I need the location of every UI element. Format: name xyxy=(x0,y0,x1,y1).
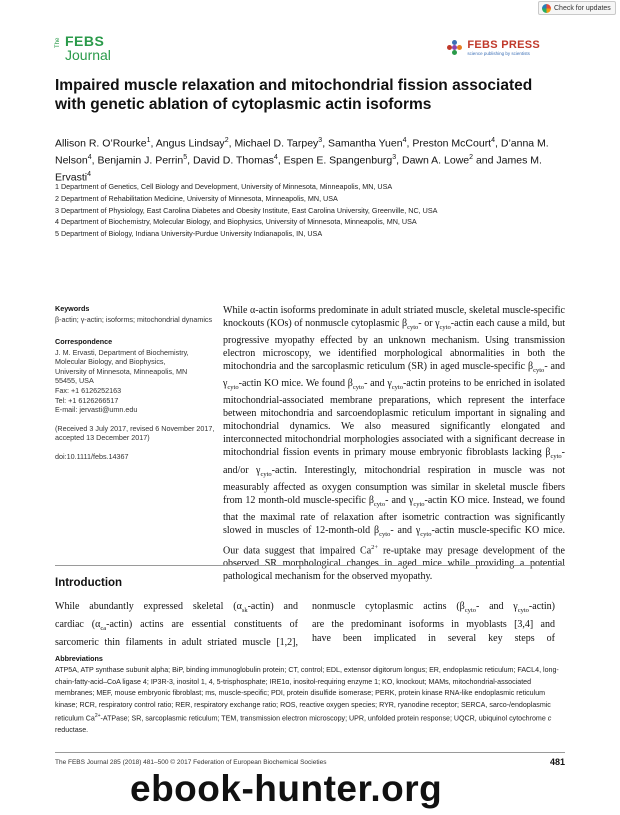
journal-logo-febs: FEBS xyxy=(65,33,105,49)
footer-divider xyxy=(55,752,565,753)
article-sidebar xyxy=(55,304,215,462)
author-name: Angus Lindsay xyxy=(155,137,225,150)
author-name: D’anna M. Nelson xyxy=(55,137,549,167)
affiliation-item: 5 Department of Biology, Indiana University-Purdue University Indianapolis, IN, USA xyxy=(55,229,323,239)
intro-line: are the predominant isoforms in myoblasts [3,4] and xyxy=(312,619,555,630)
article-title: Impaired muscle relaxation and mitochondrial fission associated with genetic ablation of cytoplasmic actin isoforms xyxy=(55,77,533,113)
correspondence-tel: Tel: +1 6126266517 xyxy=(55,395,119,405)
author-affiliation-number: 4 xyxy=(87,154,92,161)
febs-press-dots-icon xyxy=(447,40,463,56)
correspondence-line: J. M. Ervasti, Department of Biochemistry, xyxy=(55,347,189,357)
journal-logo-journal: Journal xyxy=(65,47,111,63)
section-divider xyxy=(55,565,565,566)
introduction-heading: Introduction xyxy=(55,577,123,589)
crossmark-icon xyxy=(542,4,551,13)
intro-left-column xyxy=(55,600,298,650)
intro-line: While abundantly expressed skeletal $(\alpha_{sk}-actin)$ and xyxy=(55,601,298,614)
correspondence-fax: Fax: +1 6126252163 xyxy=(55,385,122,395)
author-name: Espen E. Spangenburg xyxy=(283,154,393,167)
check-for-updates-label: Check for updates xyxy=(554,4,611,12)
abbreviations-heading: Abbreviations xyxy=(55,654,103,663)
author-list: Allison R. O’Rourke$^1$, Angus Lindsay$^2$, Michael D. Tarpey$^3$, Samantha Yuen$^4$, Preston McCourt$^4$, D’anna M. Nelson$^4$, Benjamin J. Perrin$^5$, David D. Thomas$^4$, Espen E. Spangenburg$^3$, Dawn A. Lowe$^2$ and James M. Ervasti$^4$ xyxy=(55,137,549,184)
author-affiliation-number: 2 xyxy=(469,154,474,161)
intro-right-column xyxy=(312,600,555,646)
author-name: Samantha Yuen xyxy=(328,137,403,150)
page-number: 481 xyxy=(549,757,565,767)
author-name: James M. Ervasti xyxy=(55,154,542,184)
correspondence-line: 55455, USA xyxy=(55,376,94,386)
author-affiliation-number: 4 xyxy=(87,171,91,178)
footer-citation: The FEBS Journal 285 (2018) 481–500 © 2017 Federation of European Biochemical Societies xyxy=(55,759,327,766)
affiliation-item: 2 Department of Rehabilitation Medicine, University of Minnesota, Minneapolis, MN, USA xyxy=(55,193,338,203)
author-affiliation-number: 2 xyxy=(224,137,229,144)
author-affiliation-number: 1 xyxy=(146,137,151,144)
author-affiliation-number: 4 xyxy=(273,154,278,161)
journal-logo xyxy=(55,34,125,64)
author-name: Dawn A. Lowe xyxy=(402,154,470,167)
intro-line: cardiac $(\alpha_{ca}-actin)$ actins are essential constituents of xyxy=(55,619,298,632)
author-name: Benjamin J. Perrin xyxy=(97,154,184,167)
correspondence-line: Molecular Biology, and Biophysics, xyxy=(55,357,166,367)
author-name: Michael D. Tarpey xyxy=(234,137,319,150)
author-name: David D. Thomas xyxy=(192,154,274,167)
affiliations xyxy=(55,181,565,240)
author-name: Allison R. O’Rourke xyxy=(55,137,147,150)
correspondence-line: University of Minnesota, Minneapolis, MN xyxy=(55,366,188,376)
abstract-text: While α-actin isoforms predominate in adult striated muscle, skeletal muscle-specific knockouts (KOs) of nonmuscle cytoplasmic $\beta_{cyto}-$ or $\gamma_{cyto}$-actin each cause a mild, but progressive myopathy effected by an unknown mechanism. Using transmission electron microscopy, we identified morphological abnormalities in both the mitochondria and the sarcoplasmic reticulum (SR) in aged muscle-specific $\beta_{cyto}-$ and $\gamma_{cyto}$-actin KO mice. We found $\beta_{cyto}-$ and $\gamma_{cyto}$-actin proteins to be enriched in isolated mitochondrial-associated membrane preparations, which represent the interface between mitochondria and sarcoendoplasmic reticulum important in signaling and mitochondrial dynamics. We also measured significantly elongated and interconnected mitochondrial morphologies associated with a significant decrease in mitochondrial fission events in primary mouse embryonic fibroblasts lacking $\beta_{cyto}-$ and/or $\gamma_{cyto}$-actin. Interestingly, mitochondrial respiration in muscle was not measurably affected as oxygen consumption was similar in skeletal muscle fibers from 12 month-old muscle-specific $\beta_{cyto}-$ and $\gamma_{cyto}$-actin KO mice. Instead, we found that the maximal rate of relaxation after isometric contraction was significantly slowed in muscles of 12-month-old $\beta_{cyto}-$ and $\gamma_{cyto}$-actin muscle-specific KO mice. Our data suggest that impaired $Ca^{2+}$ re-uptake may presage development of the observed SR morphological changes in aged mice while providing a potential pathological mechanism for the observed myopathy. xyxy=(223,305,566,583)
received-dates: (Received 3 July 2017, revised 6 November 2017, accepted 13 December 2017) xyxy=(55,423,215,443)
febs-press-tagline: science publishing by scientists xyxy=(467,51,530,56)
correspondence-email[interactable]: E-mail: jervasti@umn.edu xyxy=(55,405,138,415)
intro-line: have been implicated in several key steps of xyxy=(312,633,555,644)
check-for-updates-button[interactable] xyxy=(538,1,616,15)
author-affiliation-number: 3 xyxy=(318,137,323,144)
abbreviations-text: ATP5A, ATP synthase subunit alpha; BiP, binding immunoglobulin protein; CT, control; EDL, extensor digitorum longus; ER, endoplasmic reticulum; FACL4, long-chain-fatty-acid–CoA ligase 4; IP3R-3, inositol 1, 4, 5-trisphosphate; IRE1α, inositol-requiring enzyme 1; KO, knockout; MAMs, mitochondrial-associated membranes; MEF, mouse embryonic fibroblast; ms, muscle-specific; PDI, protein disulfide isomerase; PERK, protein kinase RNA-like endoplasmic reticulum kinase; RCR, respiratory control ratio; RER, respiratory exchange ratio; ROS, reactive oxygen species; RYR, ryanodine receptor; SERCA, sarco-/endoplasmic reticulum $Ca^{2+}$-ATPase; SR, sarcoplasmic reticulum; TEM, transmission electron microscopy; UPR, unfolded protein response; UQCR, ubiquinol cytochrome c reductase. xyxy=(55,666,559,735)
affiliation-item: 3 Department of Physiology, East Carolina Diabetes and Obesity Institute, East Carolina University, Greenville, NC, USA xyxy=(55,205,438,215)
abstract xyxy=(223,304,565,583)
author-affiliation-number: 3 xyxy=(392,154,397,161)
author-affiliation-number: 5 xyxy=(183,154,188,161)
intro-line: sarcomeric thin filaments in adult striated muscle [1,2], xyxy=(55,637,298,648)
doi-link[interactable]: doi:10.1111/febs.14367 xyxy=(55,451,129,461)
febs-press-name: FEBS PRESS xyxy=(467,39,540,51)
keywords-text: β-actin; γ-actin; isoforms; mitochondrial dynamics xyxy=(55,315,213,324)
febs-press-logo xyxy=(447,39,540,63)
correspondence-heading: Correspondence xyxy=(55,336,113,346)
affiliation-item: 4 Department of Biochemistry, Molecular Biology, and Biophysics, University of Minnesota, Minneapolis, MN, USA xyxy=(55,217,417,227)
journal-logo-the: The xyxy=(55,37,61,48)
author-name: Preston McCourt xyxy=(412,137,492,150)
author-affiliation-number: 4 xyxy=(402,137,407,144)
keywords-heading: Keywords xyxy=(55,304,90,313)
affiliation-item: 1 Department of Genetics, Cell Biology and Development, University of Minnesota, Minneapolis, MN, USA xyxy=(55,182,393,191)
intro-line: nonmuscle cytoplasmic actins ($\beta_{cyto}-$ and $\gamma_{cyto}-actin$) xyxy=(312,601,556,614)
watermark: ebook-hunter.org xyxy=(130,768,443,809)
author-affiliation-number: 4 xyxy=(491,137,496,144)
